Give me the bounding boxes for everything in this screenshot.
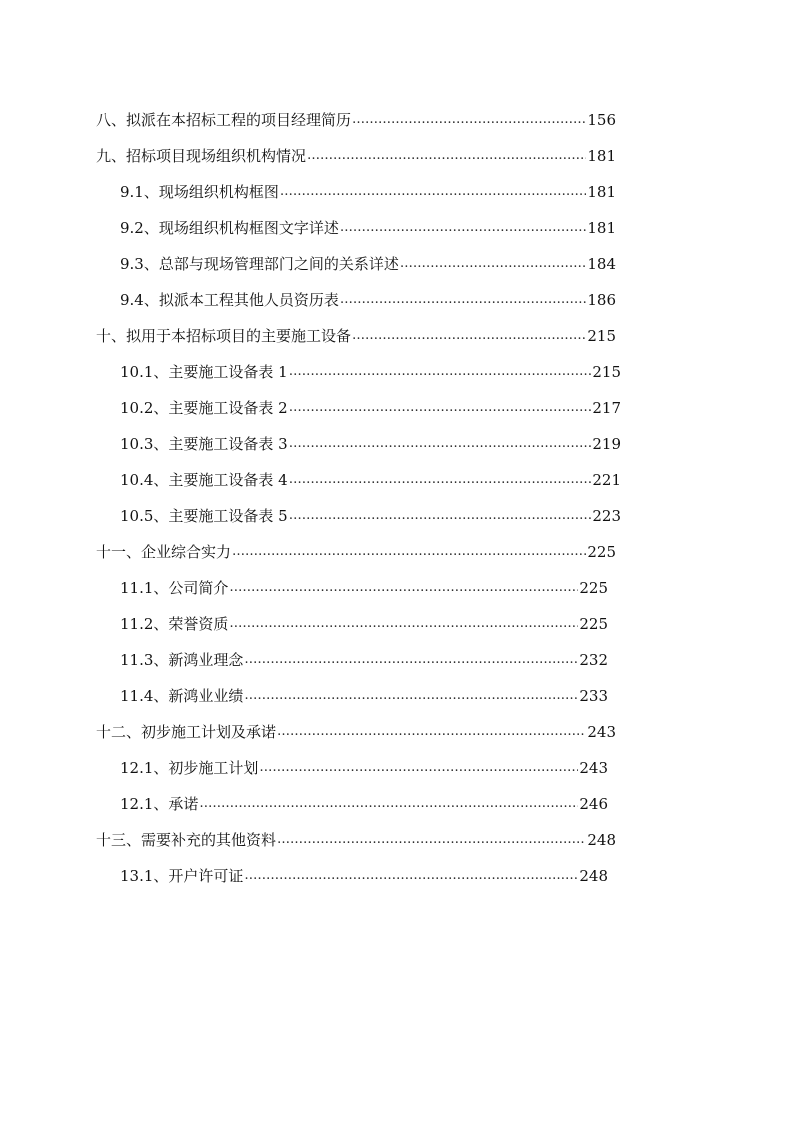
- toc-entry-page-number: 215: [587, 327, 616, 345]
- toc-entry[interactable]: [0, 606, 608, 642]
- dot-leader: [289, 462, 592, 498]
- toc-entry-title: 10.5、主要施工设备表 5: [120, 507, 288, 525]
- toc-entry-page-number: 233: [579, 687, 608, 705]
- toc-entry[interactable]: [0, 822, 616, 858]
- dot-leader: [352, 102, 586, 138]
- toc-entry[interactable]: [0, 642, 608, 678]
- toc-entry[interactable]: [0, 210, 616, 246]
- dot-leader: [199, 786, 578, 822]
- toc-entry[interactable]: [0, 750, 608, 786]
- table-of-contents: [0, 102, 794, 894]
- dot-leader: [229, 606, 578, 642]
- toc-entry-page-number: 243: [587, 723, 616, 741]
- toc-entry-title: 13.1、开户许可证: [120, 867, 244, 885]
- toc-entry[interactable]: [0, 282, 616, 318]
- toc-entry-title: 九、招标项目现场组织机构情况: [96, 147, 307, 165]
- toc-entry-page-number: 217: [592, 399, 621, 417]
- dot-leader: [244, 642, 578, 678]
- toc-entry-title: 9.1、现场组织机构框图: [120, 183, 279, 201]
- dot-leader: [277, 714, 586, 750]
- toc-entry[interactable]: [0, 858, 608, 894]
- dot-leader: [259, 750, 578, 786]
- toc-entry-page-number: 225: [579, 615, 608, 633]
- dot-leader: [289, 426, 592, 462]
- toc-entry-page-number: 215: [592, 363, 621, 381]
- toc-entry-title: 八、拟派在本招标工程的项目经理简历: [96, 111, 352, 129]
- toc-entry-page-number: 225: [579, 579, 608, 597]
- dot-leader: [400, 246, 587, 282]
- dot-leader: [277, 822, 586, 858]
- toc-entry[interactable]: [0, 390, 621, 426]
- dot-leader: [352, 318, 586, 354]
- toc-entry[interactable]: [0, 786, 608, 822]
- toc-entry-title: 9.3、总部与现场管理部门之间的关系详述: [120, 255, 399, 273]
- toc-entry-title: 十二、初步施工计划及承诺: [96, 723, 277, 741]
- toc-entry-page-number: 181: [587, 147, 616, 165]
- dot-leader: [244, 678, 578, 714]
- toc-entry-title: 11.1、公司简介: [120, 579, 229, 597]
- dot-leader: [244, 858, 578, 894]
- toc-entry-page-number: 186: [587, 291, 616, 309]
- toc-entry-page-number: 248: [587, 831, 616, 849]
- toc-entry-title: 11.4、新鸿业业绩: [120, 687, 244, 705]
- toc-entry-page-number: 184: [587, 255, 616, 273]
- toc-entry-page-number: 221: [592, 471, 621, 489]
- toc-entry-title: 10.3、主要施工设备表 3: [120, 435, 288, 453]
- toc-entry-title: 9.4、拟派本工程其他人员资历表: [120, 291, 339, 309]
- toc-entry-page-number: 248: [579, 867, 608, 885]
- toc-entry-page-number: 232: [579, 651, 608, 669]
- toc-entry-title: 十三、需要补充的其他资料: [96, 831, 277, 849]
- dot-leader: [289, 390, 592, 426]
- toc-entry[interactable]: [0, 426, 621, 462]
- toc-entry[interactable]: [0, 318, 616, 354]
- toc-entry-page-number: 219: [592, 435, 621, 453]
- toc-entry-page-number: 246: [579, 795, 608, 813]
- toc-entry-title: 11.2、荣誉资质: [120, 615, 229, 633]
- dot-leader: [232, 534, 586, 570]
- toc-entry-title: 十、拟用于本招标项目的主要施工设备: [96, 327, 352, 345]
- toc-entry[interactable]: [0, 462, 621, 498]
- dot-leader: [229, 570, 578, 606]
- toc-entry[interactable]: [0, 102, 616, 138]
- toc-entry[interactable]: [0, 570, 608, 606]
- toc-entry-page-number: 243: [579, 759, 608, 777]
- toc-entry[interactable]: [0, 678, 608, 714]
- toc-entry[interactable]: [0, 498, 621, 534]
- toc-entry-title: 12.1、承诺: [120, 795, 199, 813]
- dot-leader: [307, 138, 586, 174]
- toc-entry-page-number: 181: [587, 183, 616, 201]
- toc-entry[interactable]: [0, 354, 621, 390]
- toc-entry-title: 12.1、初步施工计划: [120, 759, 259, 777]
- toc-entry-title: 十一、企业综合实力: [96, 543, 232, 561]
- toc-entry-title: 9.2、现场组织机构框图文字详述: [120, 219, 339, 237]
- toc-entry-title: 11.3、新鸿业理念: [120, 651, 244, 669]
- dot-leader: [280, 174, 587, 210]
- toc-entry[interactable]: [0, 246, 616, 282]
- toc-entry[interactable]: [0, 174, 616, 210]
- toc-entry[interactable]: [0, 138, 616, 174]
- dot-leader: [289, 498, 592, 534]
- toc-entry-title: 10.4、主要施工设备表 4: [120, 471, 288, 489]
- dot-leader: [289, 354, 592, 390]
- toc-entry-page-number: 223: [592, 507, 621, 525]
- toc-entry-page-number: 225: [587, 543, 616, 561]
- toc-entry-title: 10.2、主要施工设备表 2: [120, 399, 288, 417]
- toc-entry-page-number: 156: [587, 111, 616, 129]
- toc-entry-page-number: 181: [587, 219, 616, 237]
- toc-entry-title: 10.1、主要施工设备表 1: [120, 363, 288, 381]
- toc-entry[interactable]: [0, 534, 616, 570]
- dot-leader: [340, 282, 587, 318]
- dot-leader: [340, 210, 587, 246]
- toc-entry[interactable]: [0, 714, 616, 750]
